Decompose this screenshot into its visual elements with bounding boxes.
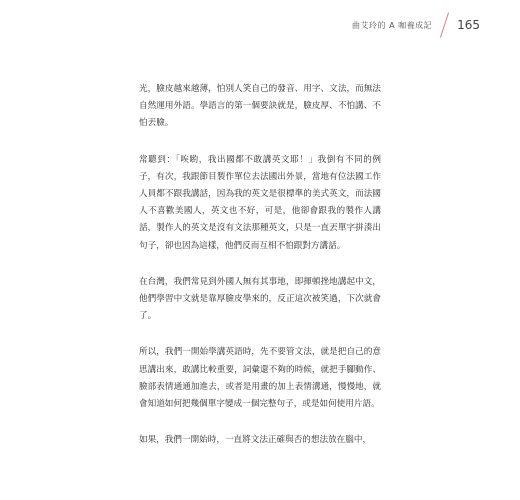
paragraph-1: 光，臉皮越來越薄，怕別人笑自己的發音、用字、文法，而無法自然運用外語。學語言的第一個要訣就是，臉皮厚、不怕講、不怕丟臉。 — [139, 84, 381, 129]
paragraph-2: 常聽到：「唉喲，我出國都不敢講英文耶！」我倒有不同的例子，有次，我跟節目製作單位去法國出外景，當地有位法國工作人員都不跟我講話，因為我的英文是很標準的美式英文，而法國人不喜歡美國人，英文也不好，可是，他卻會跟我的製作人講話，製作人的英文是沒有文法那種英文，只是一直丟單字拼湊出句子，卻也因為這樣，他們反而互相不怕跟對方講話。 — [139, 154, 381, 251]
header-divider — [440, 12, 449, 37]
page-body — [139, 81, 381, 468]
running-title: 曲艾玲的 A 咖養成記 — [352, 20, 433, 30]
page-number: 165 — [457, 18, 480, 32]
paragraph-5: 如果，我們一開始時，一直將文法正確與否的想法放在腦中， — [139, 435, 372, 446]
paragraph-4: 所以，我們一開始學講英語時，先不要管文法，就是把自己的意思講出來，敢講比較重要，詞彙還不夠的時候，就把手腳動作、臉部表情通通加進去，或者是用畫的加上表情溝通，慢慢地，就會知道如何把幾個單字變成一個完整句子，或是如何使用片語。 — [139, 347, 381, 410]
paragraph-3: 在台灣，我們常見到外國人無有其事地，即揮頓挫地講起中文，他們學習中文就是靠厚臉皮學來的，反正這次被笑過，下次就會了。 — [139, 276, 381, 322]
page-header — [352, 12, 480, 38]
